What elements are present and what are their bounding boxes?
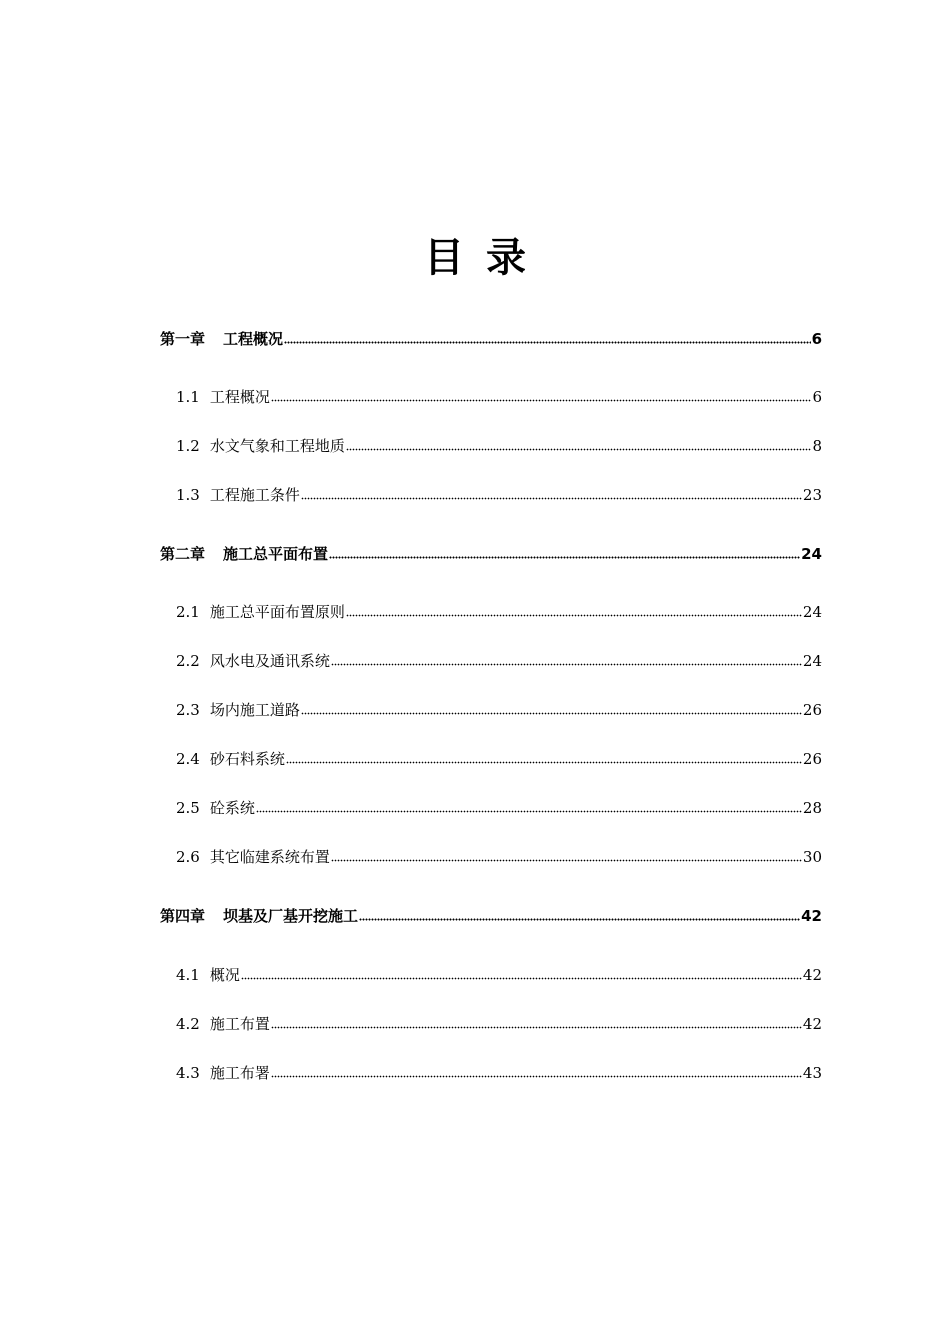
toc-section-1-1[interactable]: [176, 386, 822, 408]
toc-section-4-3[interactable]: [176, 1062, 822, 1084]
toc-section-number: 2.2: [176, 652, 200, 670]
toc-chapter-1[interactable]: [160, 328, 822, 350]
dot-leader: [271, 398, 812, 402]
toc-page-number: 23: [802, 486, 822, 504]
dot-leader: [286, 760, 802, 764]
toc-chapter-number: 第二章: [160, 545, 206, 563]
dot-leader: [301, 711, 802, 715]
toc-section-2-1[interactable]: [176, 601, 822, 623]
toc-page-number: 43: [802, 1064, 822, 1082]
toc-section-1-2[interactable]: [176, 435, 822, 457]
toc-section-title: 砂石料系统: [209, 750, 285, 768]
dot-leader: [284, 340, 811, 344]
toc-section-number: 2.3: [176, 701, 200, 719]
toc-section-title: 场内施工道路: [209, 701, 300, 719]
toc-section-title: 施工总平面布置原则: [209, 603, 345, 621]
toc-section-number: 1.2: [176, 437, 200, 455]
toc-page-number: 24: [801, 545, 822, 563]
dot-leader: [329, 555, 800, 559]
toc-page-number: 26: [802, 750, 822, 768]
toc-section-title: 风水电及通讯系统: [209, 652, 330, 670]
toc-section-title: 施工布署: [209, 1064, 270, 1082]
dot-leader: [331, 662, 802, 666]
toc-section-2-2[interactable]: [176, 650, 822, 672]
toc-section-number: 1.3: [176, 486, 200, 504]
toc-section-number: 2.5: [176, 799, 200, 817]
toc-section-title: 砼系统: [209, 799, 255, 817]
toc-section-2-5[interactable]: [176, 797, 822, 819]
toc-page-number: 30: [802, 848, 822, 866]
toc-section-number: 4.1: [176, 966, 200, 984]
dot-leader: [346, 613, 802, 617]
toc-section-number: 4.2: [176, 1015, 200, 1033]
dot-leader: [301, 496, 802, 500]
toc-section-number: 2.1: [176, 603, 200, 621]
toc-section-number: 1.1: [176, 388, 200, 406]
toc-section-number: 2.4: [176, 750, 200, 768]
toc-section-title: 施工布置: [209, 1015, 270, 1033]
toc-page-number: 42: [802, 1015, 822, 1033]
toc-section-title: 概况: [209, 966, 240, 984]
toc-section-1-3[interactable]: [176, 484, 822, 506]
toc-section-number: 2.6: [176, 848, 200, 866]
toc-page-number: 42: [801, 907, 822, 925]
dot-leader: [271, 1025, 802, 1029]
toc-section-title: 其它临建系统布置: [209, 848, 330, 866]
toc-section-4-2[interactable]: [176, 1013, 822, 1035]
toc-chapter-number: 第四章: [160, 907, 206, 925]
toc-chapter-2[interactable]: [160, 543, 822, 565]
toc-page-number: 24: [802, 652, 822, 670]
toc-section-2-4[interactable]: [176, 748, 822, 770]
toc-chapter-4[interactable]: [160, 905, 822, 927]
toc-page-number: 26: [802, 701, 822, 719]
dot-leader: [256, 809, 802, 813]
toc-page-number: 6: [811, 330, 822, 348]
toc-chapter-title: 坝基及厂基开挖施工: [223, 907, 359, 925]
dot-leader: [271, 1074, 802, 1078]
toc-page-number: 28: [802, 799, 822, 817]
dot-leader: [331, 858, 802, 862]
toc-chapter-title: 工程概况: [223, 330, 284, 348]
dot-leader: [346, 447, 812, 451]
toc-section-4-1[interactable]: [176, 964, 822, 986]
toc-section-2-3[interactable]: [176, 699, 822, 721]
toc-page-number: 42: [802, 966, 822, 984]
dot-leader: [241, 976, 802, 980]
toc-page-number: 6: [812, 388, 822, 406]
toc-section-number: 4.3: [176, 1064, 200, 1082]
toc-chapter-number: 第一章: [160, 330, 206, 348]
toc-page-number: 8: [812, 437, 822, 455]
toc-section-title: 工程施工条件: [209, 486, 300, 504]
toc-title: 目录: [424, 235, 548, 281]
dot-leader: [359, 917, 800, 921]
toc-page-number: 24: [802, 603, 822, 621]
toc-section-title: 水文气象和工程地质: [209, 437, 345, 455]
toc-section-title: 工程概况: [209, 388, 270, 406]
toc-chapter-title: 施工总平面布置: [223, 545, 329, 563]
toc-section-2-6[interactable]: [176, 846, 822, 868]
